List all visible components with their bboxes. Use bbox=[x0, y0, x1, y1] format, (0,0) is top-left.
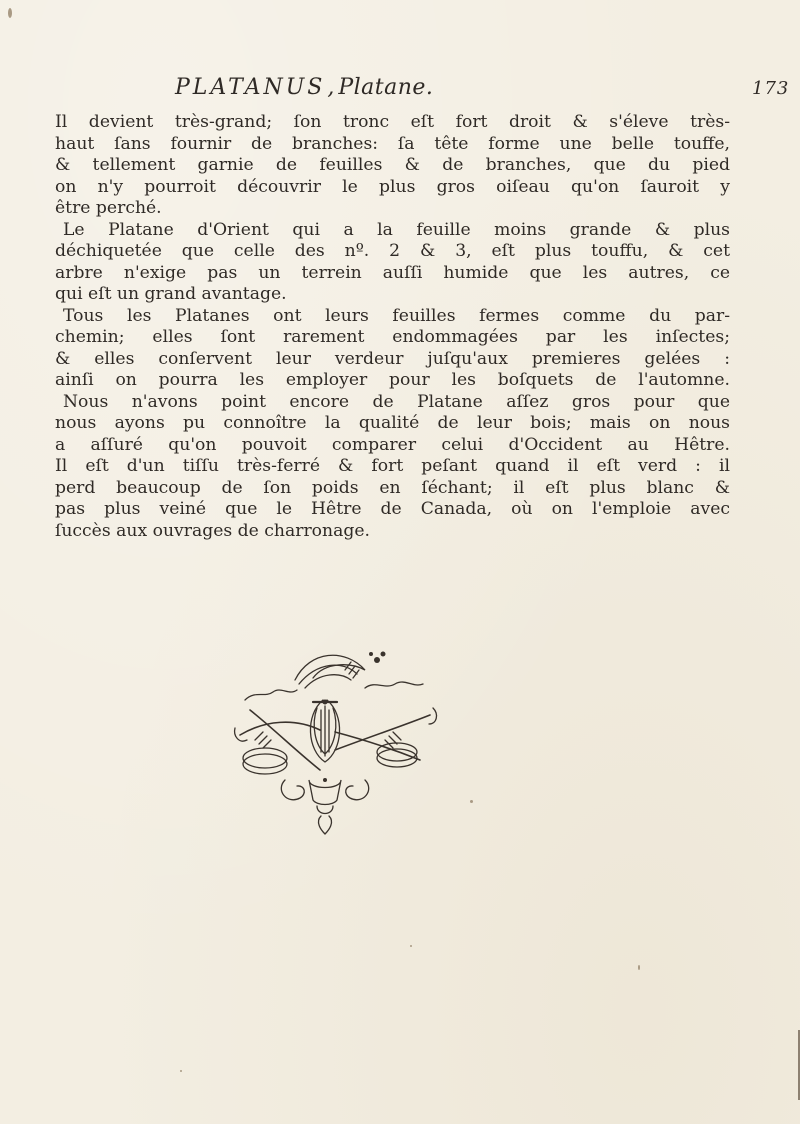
text-line: perd beaucoup de ſon poids en ſéchant; il eſt plus blanc & bbox=[55, 477, 730, 498]
paper-speck bbox=[638, 965, 640, 970]
text-line: a aſſuré qu'on pouvoit comparer celui d'Occident au Hêtre. bbox=[55, 434, 730, 455]
text-line: nous ayons pu connoître la qualité de leur bois; mais on nous bbox=[55, 413, 730, 433]
text-line: Il eſt d'un tiſſu très-ferré & fort peſant quand il eſt verd : il bbox=[55, 456, 730, 476]
text-line: Le Platane d'Orient qui a la feuille moins grande & plus bbox=[63, 219, 730, 240]
text-line: Il devient très-grand; ſon tronc eſt fort droit & s'éleve très- bbox=[55, 112, 730, 132]
paper-speck bbox=[470, 800, 473, 803]
title-separator: , bbox=[327, 75, 335, 100]
text-line: ſuccès aux ouvrages de charronage. bbox=[55, 520, 370, 541]
text-line: arbre n'exige pas un terrein auſſi humide que les autres, ce bbox=[55, 262, 730, 283]
text-line: haut ſans fournir de branches: ſa tête forme une belle touffe, bbox=[55, 133, 730, 154]
text-line: déchiquetée que celle des nº. 2 & 3, eſt plus touffu, & cet bbox=[55, 241, 730, 261]
paper-speck bbox=[180, 1070, 182, 1072]
body-text bbox=[55, 112, 730, 542]
paper-speck bbox=[410, 945, 412, 947]
text-line: & tellement garnie de feuilles & de branches, que du pied bbox=[55, 155, 730, 175]
page-number: 173 bbox=[752, 78, 790, 99]
title-french: Platane. bbox=[338, 75, 434, 100]
running-head bbox=[175, 75, 433, 100]
text-line: ainſi on pourra les employer pour les boſquets de l'automne. bbox=[55, 370, 730, 390]
paper-speck bbox=[8, 8, 12, 18]
text-line: Nous n'avons point encore de Platane aſſez gros pour que bbox=[63, 391, 730, 412]
musical-trophy-vignette-icon bbox=[225, 640, 445, 840]
text-line: on n'y pourroit découvrir le plus gros oiſeau qu'on ſauroit y bbox=[55, 176, 730, 197]
text-line: pas plus veiné que le Hêtre de Canada, où on l'emploie avec bbox=[55, 499, 730, 519]
text-line: qui eſt un grand avantage. bbox=[55, 284, 287, 304]
title-latin: PLATANUS bbox=[175, 75, 326, 100]
text-line: chemin; elles ſont rarement endommagées par les inſectes; bbox=[55, 327, 730, 347]
text-line: être perché. bbox=[55, 198, 162, 218]
text-line: Tous les Platanes ont leurs feuilles fermes comme du par- bbox=[63, 305, 730, 326]
text-line: & elles conſervent leur verdeur juſqu'aux premieres gelées : bbox=[55, 348, 730, 369]
